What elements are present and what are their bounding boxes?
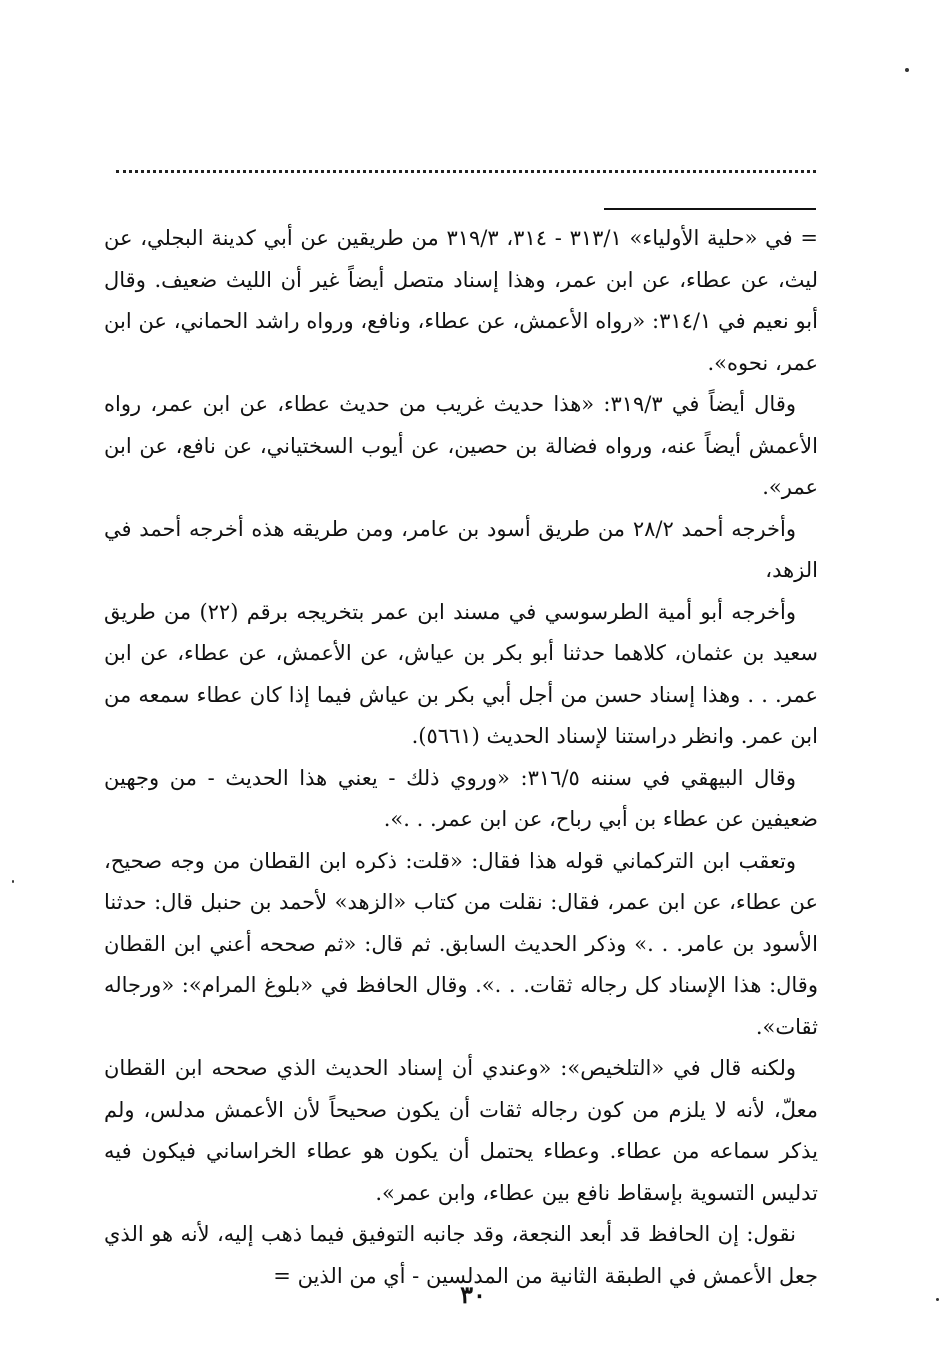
footnote-rule xyxy=(604,208,816,210)
paragraph-5: وقال البيهقي في سننه ٣١٦/٥: «وروي ذلك - يعني هذا الحديث - من وجهين ضعيفين عن عطاء بن أبي رباح، عن ابن عمر. . .». xyxy=(104,765,818,831)
paragraph-1: = في «حلية الأولياء» ٣١٣/١ - ٣١٤، ٣١٩/٣ من طريقين عن أبي كدينة البجلي، عن ليث، عن عطاء، عن ابن عمر، وهذا إسناد متصل أيضاً غير أن الليث ضعيف. وقال أبو نعيم في ٣١٤/١: «رواه الأعمش، عن عطاء، ونافع، ورواه راشد الحماني، عن ابن عمر، نحوه». xyxy=(104,226,819,375)
page-number: ٣٠ xyxy=(460,1280,486,1309)
paragraph-4: وأخرجه أبو أمية الطرسوسي في مسند ابن عمر بتخريجه برقم (٢٢) من طريق سعيد بن عثمان، كلاهما حدثنا أبو بكر بن عياش، عن الأعمش، عن عطاء، عن ابن عمر. . . وهذا إسناد حسن من أجل أبي بكر بن عياش فيما إذا كان عطاء سمعه من ابن عمر. وانظر دراستنا لإسناد الحديث (٥٦٦١). xyxy=(104,599,818,748)
paragraph-6: وتعقب ابن التركماني قوله هذا فقال: «قلت: ذكره ابن القطان من وجه صحيح، عن عطاء، عن ابن عمر، فقال: نقلت من كتاب «الزهد» لأحمد بن حنبل قال: حدثنا الأسود بن عامر. . .» وذكر الحديث السابق. ثم قال: «ثم صححه أعني ابن القطان وقال: هذا الإسناد كل رجاله ثقات. . .». وقال الحافظ في «بلوغ المرام»: «ورجاله ثقات». xyxy=(104,848,818,1039)
paragraph-2: وقال أيضاً في ٣١٩/٣: «هذا حديث غريب من حديث عطاء، عن ابن عمر، رواه الأعمش أيضاً عنه، ورواه فضالة بن حصين، عن أيوب السختياني، عن نافع، عن ابن عمر». xyxy=(104,392,818,499)
scan-speck xyxy=(12,880,14,883)
paragraph-7: ولكنه قال في «التلخيص»: «وعندي أن إسناد الحديث الذي صححه ابن القطان معلّ، لأنه لا يلزم من كون رجاله ثقات أن يكون صحيحاً لأن الأعمش مدلس، ولم يذكر سماعه من عطاء. وعطاء يحتمل أن يكون هو عطاء الخراساني فيكون فيه تدليس التسوية بإسقاط نافع بين عطاء، وابن عمر». xyxy=(104,1056,818,1205)
dotted-separator xyxy=(116,170,816,173)
scan-speck xyxy=(905,68,909,72)
scan-speck xyxy=(936,1298,939,1301)
paragraph-8: نقول: إن الحافظ قد أبعد النجعة، وقد جانبه التوفيق فيما ذهب إليه، لأنه هو الذي جعل الأعمش في الطبقة الثانية من المدلسين - أي من الذين = xyxy=(104,1222,818,1288)
paragraph-3: وأخرجه أحمد ٢٨/٢ من طريق أسود بن عامر، ومن طريقه هذه أخرجه أحمد في الزهد، xyxy=(104,516,818,582)
footnote-text xyxy=(104,218,818,1297)
